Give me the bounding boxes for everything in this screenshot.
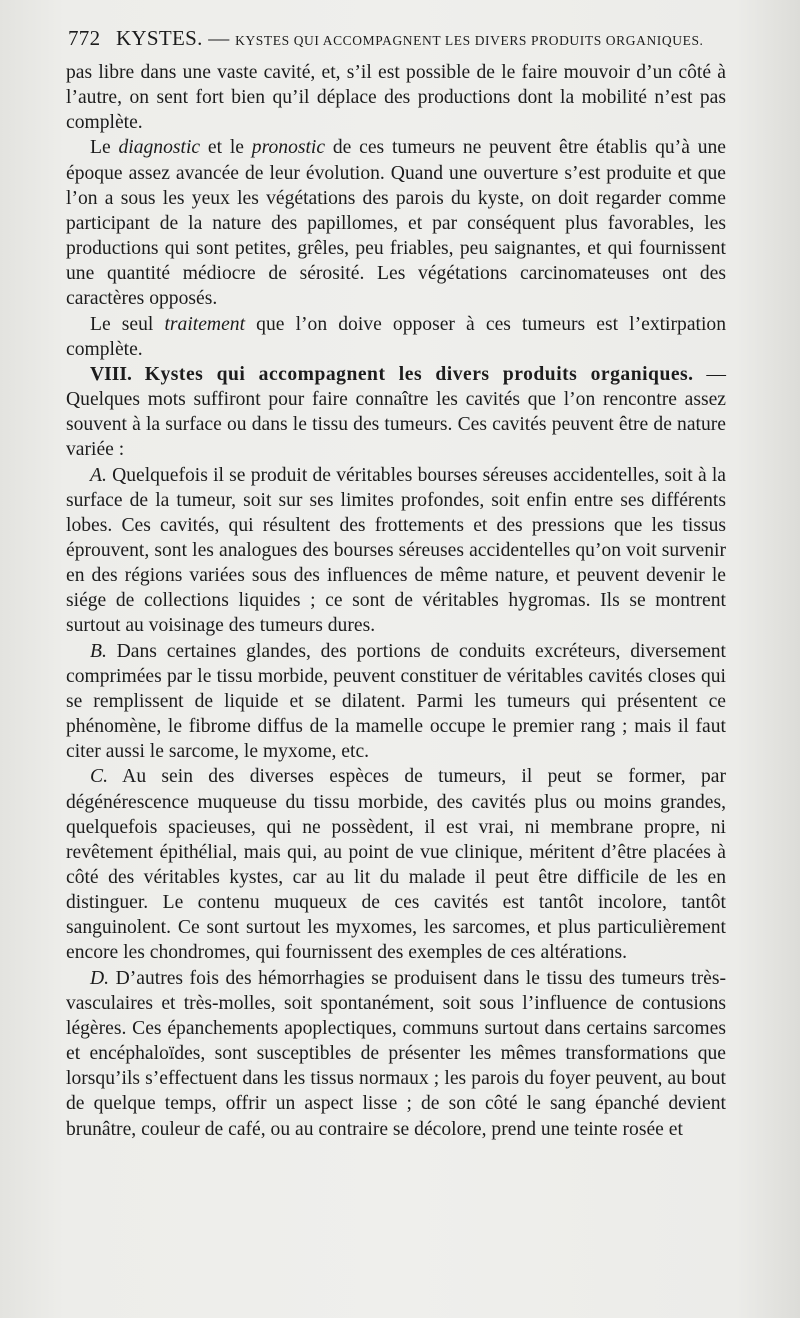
paragraph-traitement: Le seul traitement que l’on doive opposer à ces tumeurs est l’extirpation complète. bbox=[66, 313, 726, 360]
section-numeral: VIII. bbox=[90, 363, 132, 385]
header-dash: — bbox=[208, 26, 230, 50]
chapter-title: KYSTES. bbox=[115, 26, 203, 50]
item-letter-c: C. bbox=[90, 766, 108, 788]
item-letter-d: D. bbox=[90, 967, 110, 989]
item-letter-a: A. bbox=[90, 464, 107, 486]
page-number: 772 bbox=[68, 26, 101, 50]
section-viii bbox=[66, 362, 726, 463]
paragraph-d: D. D’autres fois des hémorrhagies se produisent dans le tissu des tumeurs très-vasculaires et très-molles, soit spontanément, soit sous l’influence de contusions légères. Ces épanchements apoplectiques, communs surtout dans certains sarcomes et encéphaloïdes, sont susceptibles de présenter les mêmes transformations que lorsqu’ils s’effectuent dans les tissus normaux ; les parois du foyer peuvent, au bout de quelque temps, offrir un aspect lisse ; de son côté le sang épanché devient brunâtre, couleur de café, ou au contraire se décolore, prend une teinte rosée et bbox=[66, 967, 726, 1140]
paragraph-b: B. Dans certaines glandes, des portions de conduits excréteurs, diversement comprimées par le tissu morbide, peuvent constituer de véritables cavités closes qui se remplissent de liquide et se dilatent. Parmi les tumeurs qui présentent ce phénomène, le fibrome diffus de la mamelle occupe le premier rang ; mais il faut citer aussi le sarcome, le myxome, etc. bbox=[66, 640, 726, 763]
paragraph-diagnostic: Le diagnostic et le pronostic de ces tumeurs ne peuvent être établis qu’à une époque assez avancée de leur évolution. Quand une ouverture s’est produite et que l’on a sous les yeux les végétations des parois du kyste, on doit regarder comme participant de la nature des papillomes, et par conséquent plus favorables, les productions qui sont petites, grêles, peu friables, peu saignantes, et qui fournissent une quantité médiocre de sérosité. Les végétations carcinomateuses ont des caractères opposés. bbox=[66, 137, 726, 310]
paragraph-a: A. Quelquefois il se produit de véritables bourses séreuses accidentelles, soit à la surface de la tumeur, soit sur ses limites profondes, soit enfin entre ses différents lobes. Ces cavités, qui résultent des frottements et des pressions que les tissus éprouvent, sont les analogues des bourses séreuses accidentelles qu’on voit survenir en des régions variées sous des influences de même nature, et peuvent devenir le siége de collections liquides ; ce sont de véritables hygromas. Ils se montrent surtout au voisinage des tumeurs dures. bbox=[66, 464, 726, 637]
term-diagnostic: diagnostic bbox=[118, 137, 201, 159]
term-traitement: traitement bbox=[164, 313, 246, 335]
paragraph-c: C. Au sein des diverses espèces de tumeurs, il peut se former, par dégénérescence muqueuse du tissu morbide, des cavités plus ou moins grandes, quelquefois spacieuses, qui ne possèdent, il est vrai, ni membrane propre, ni revêtement épithélial, mais qui, au point de vue clinique, méritent d’être placées à côté des véritables kystes, car au lit du malade il peut être difficile de les en distinguer. Le contenu muqueux de ces cavités est tantôt incolore, tantôt sanguinolent. Ce sont surtout les myxomes, les sarcomes, et plus particulièrement encore les chondromes, qui fournissent des exemples de ces altérations. bbox=[66, 766, 726, 964]
section-title: Kystes qui accompagnent les divers produits organiques. bbox=[144, 363, 694, 385]
item-letter-b: B. bbox=[90, 640, 107, 662]
section-intro: — Quelques mots suffiront pour faire connaître les cavités que l’on rencontre assez souvent à la surface ou dans le tissu des tumeurs. Ces cavités peuvent être de nature variée : bbox=[66, 363, 726, 461]
body-text bbox=[66, 60, 726, 1142]
paragraph-continuation: pas libre dans une vaste cavité, et, s’il est possible de le faire mouvoir d’un côté à l’autre, on sent fort bien qu’il déplace des productions dont la mobilité n’est pas complète. bbox=[66, 62, 726, 134]
running-title: KYSTES QUI ACCOMPAGNENT LES DIVERS PRODUITS ORGANIQUES. bbox=[235, 33, 704, 48]
running-header bbox=[68, 26, 728, 51]
term-pronostic: pronostic bbox=[251, 137, 326, 159]
